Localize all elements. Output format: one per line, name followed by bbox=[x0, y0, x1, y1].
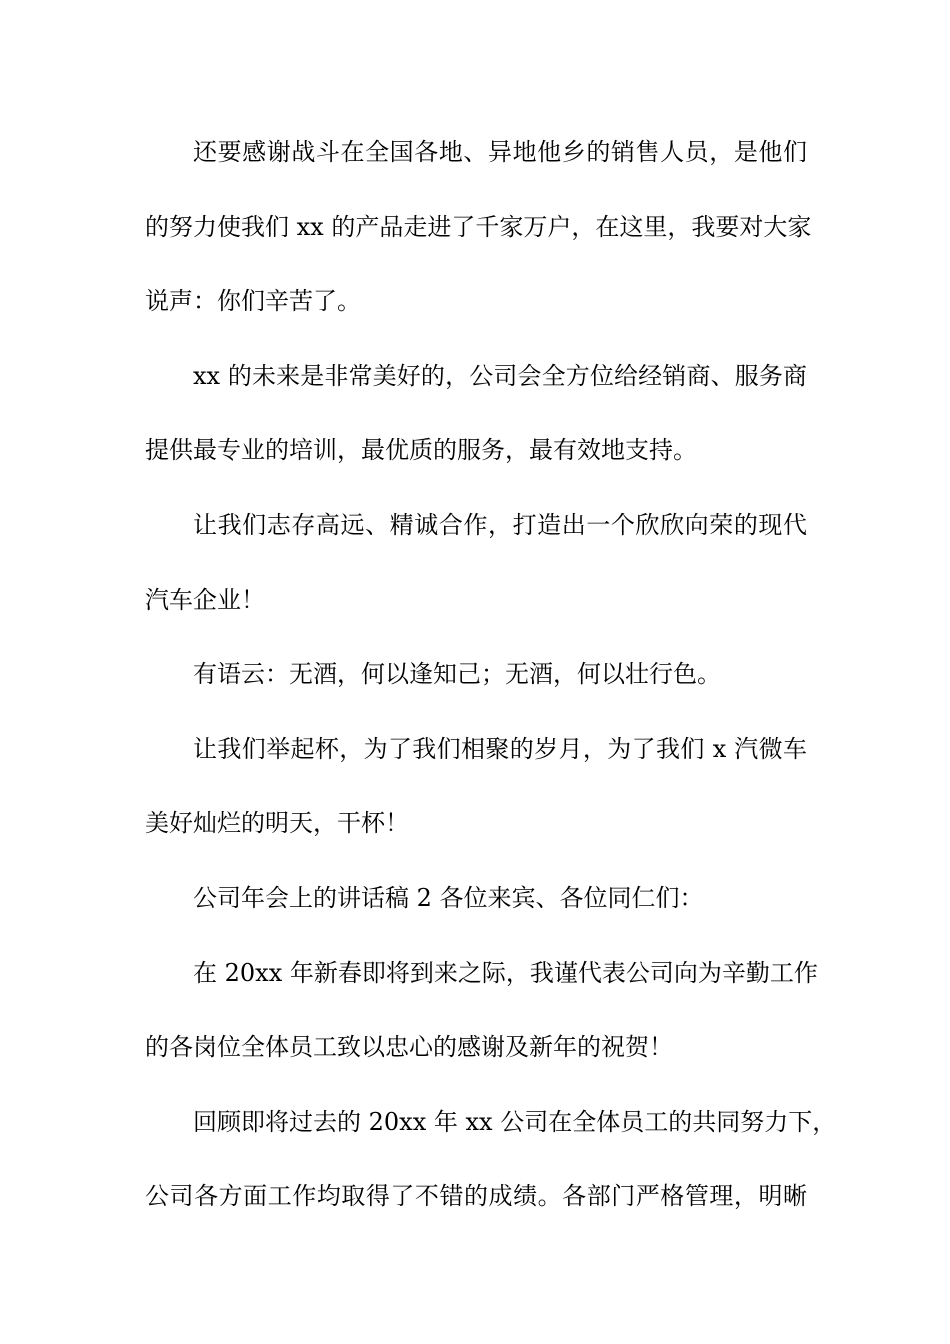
text-line: 让我们举起杯，为了我们相聚的岁月，为了我们 x 汽微车 bbox=[193, 734, 807, 763]
text-line: 的各岗位全体员工致以忠心的感谢及新年的祝贺！ bbox=[145, 1033, 673, 1062]
text-line: 还要感谢战斗在全国各地、异地他乡的销售人员，是他们 bbox=[193, 138, 807, 166]
text-line: 公司年会上的讲话稿 2 各位来宾、各位同仁们： bbox=[193, 883, 704, 912]
document-body bbox=[145, 130, 837, 1249]
text-line: 有语云：无酒，何以逢知己；无酒，何以壮行色。 bbox=[193, 660, 721, 689]
text-line: xx 的未来是非常美好的，公司会全方位给经销商、服务商 bbox=[193, 361, 807, 390]
text-line: 说声：你们辛苦了。 bbox=[145, 287, 361, 316]
text-line: 在 20xx 年新春即将到来之际，我谨代表公司向为辛勤工作 bbox=[193, 958, 818, 987]
text-line: 让我们志存高远、精诚合作，打造出一个欣欣向荣的现代 bbox=[193, 510, 807, 539]
text-line: 公司各方面工作均取得了不错的成绩。各部门严格管理，明晰 bbox=[145, 1182, 807, 1211]
text-line: 汽车企业！ bbox=[145, 585, 265, 614]
text-line: 的努力使我们 xx 的产品走进了千家万户，在这里，我要对大家 bbox=[145, 212, 812, 241]
text-line: 提供最专业的培训，最优质的服务，最有效地支持。 bbox=[145, 436, 697, 465]
text-line: 美好灿烂的明天，干杯！ bbox=[145, 809, 409, 838]
text-line: 回顾即将过去的 20xx 年 xx 公司在全体员工的共同努力下， bbox=[193, 1107, 837, 1136]
